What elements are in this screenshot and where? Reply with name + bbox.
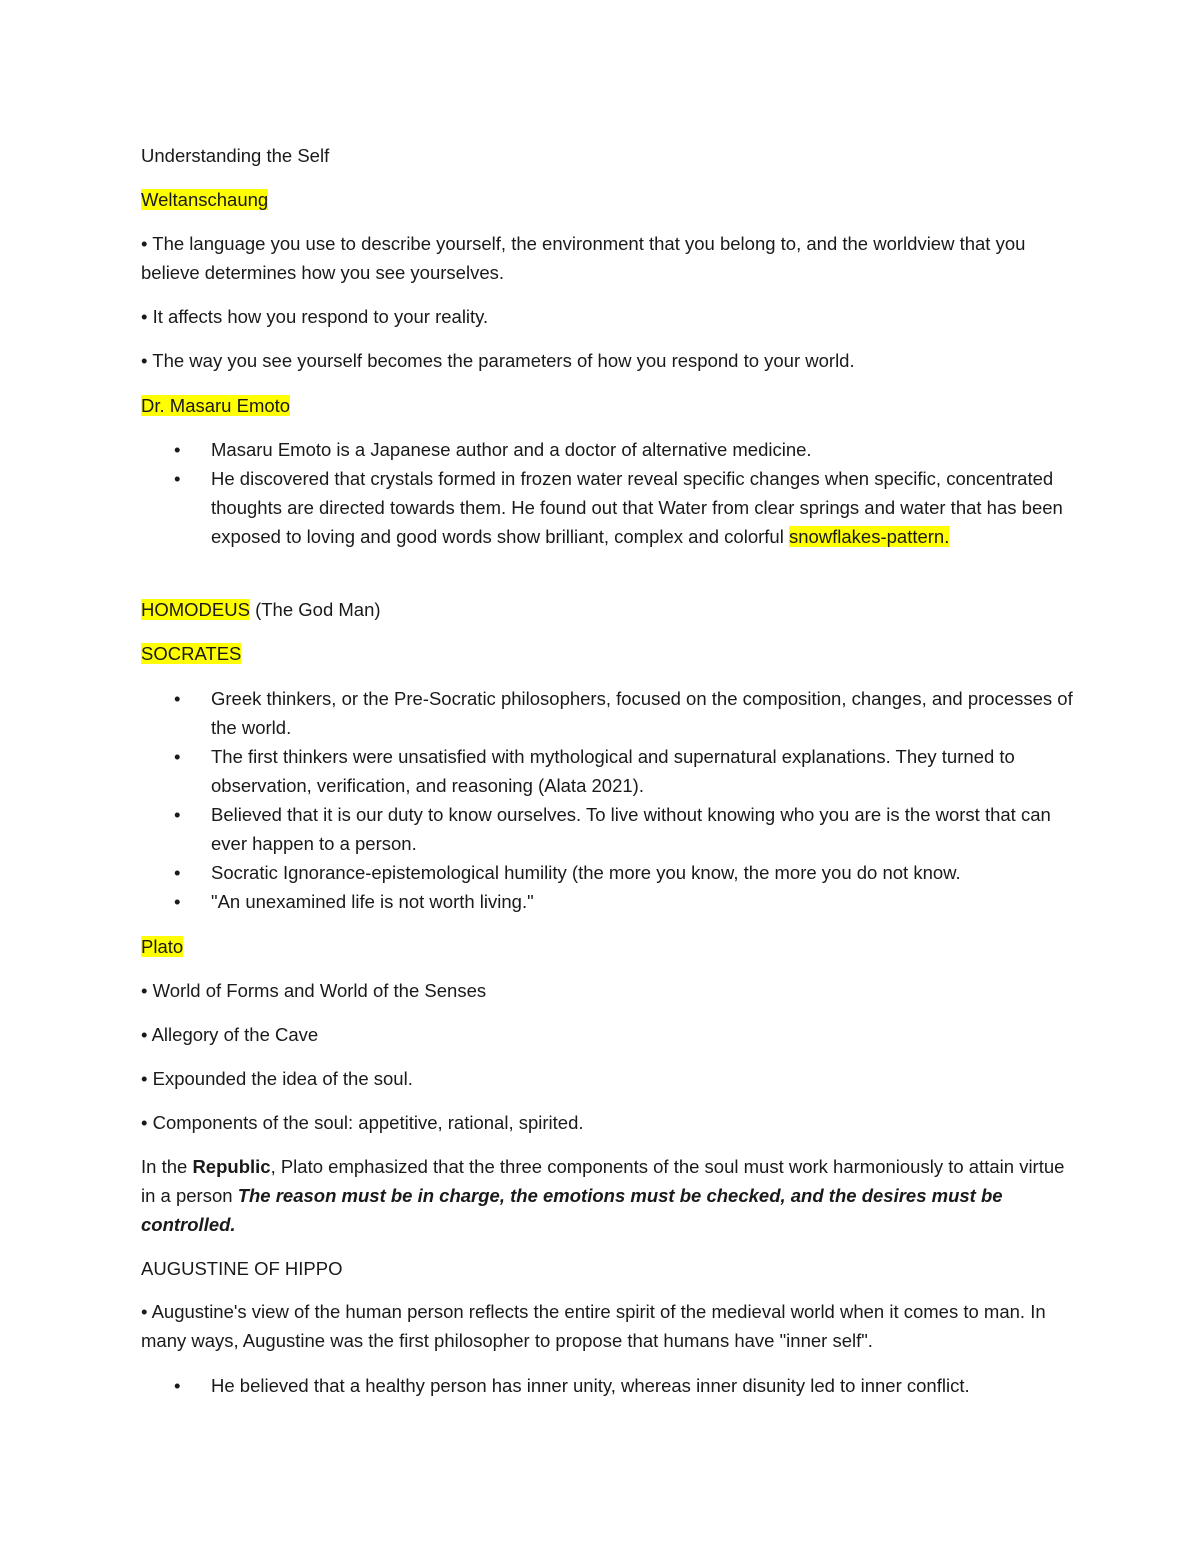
paragraph: • The way you see yourself becomes the parameters of how you respond to your world. [141, 350, 855, 371]
heading-homodeus: HOMODEUS (The God Man) [141, 599, 381, 620]
bullet-list [141, 1371, 1081, 1400]
list-item: • Greek thinkers, or the Pre-Socratic philosophers, focused on the composition, changes, and processes of the world. [141, 684, 1081, 742]
bullet-icon: • [174, 1375, 181, 1396]
bullet-icon: • [174, 468, 181, 489]
bullet-icon: • [174, 746, 181, 767]
heading-augustine: AUGUSTINE OF HIPPO [141, 1258, 343, 1279]
heading-plato: Plato [141, 936, 184, 957]
list-item: • The first thinkers were unsatisfied with mythological and supernatural explanations. They turned to observation, verification, and reasoning (Alata 2021). [141, 742, 1081, 800]
paragraph: • The language you use to describe yourself, the environment that you belong to, and the worldview that you believe determines how you see yourselves. [141, 233, 1026, 283]
list-item: • Socratic Ignorance-epistemological humility (the more you know, the more you do not know. [141, 858, 1081, 887]
paragraph: • Components of the soul: appetitive, rational, spirited. [141, 1112, 584, 1133]
paragraph-republic: In the Republic, Plato emphasized that the three components of the soul must work harmoniously to attain virtue in a person The reason must be in charge, the emotions must be checked, and the desires must be controlled. [141, 1156, 1065, 1235]
list-item: • Believed that it is our duty to know ourselves. To live without knowing who you are is the worst that can ever happen to a person. [141, 800, 1081, 858]
heading-socrates: SOCRATES [141, 643, 242, 664]
paragraph: • Allegory of the Cave [141, 1024, 319, 1045]
bullet-icon: • [174, 862, 181, 883]
paragraph: • Augustine's view of the human person reflects the entire spirit of the medieval world when it comes to man. In many ways, Augustine was the first philosopher to propose that humans have "inner self". [141, 1301, 1046, 1351]
list-item: • "An unexamined life is not worth living." [141, 887, 1081, 916]
list-item: • He discovered that crystals formed in frozen water reveal specific changes when specific, concentrated thoughts are directed towards them. He found out that Water from clear springs and water that has been exposed to loving and good words show brilliant, complex and colorful snowflakes-pattern. [141, 464, 1081, 551]
bullet-icon: • [174, 804, 181, 825]
list-item: • Masaru Emoto is a Japanese author and a doctor of alternative medicine. [141, 435, 1081, 464]
bullet-icon: • [174, 688, 181, 709]
bullet-list [141, 684, 1081, 916]
heading-weltanschaung: Weltanschaung [141, 189, 269, 210]
bullet-list [141, 435, 1081, 551]
paragraph: • It affects how you respond to your reality. [141, 306, 489, 327]
bullet-icon: • [174, 891, 181, 912]
bullet-icon: • [174, 439, 181, 460]
heading-masaru-emoto: Dr. Masaru Emoto [141, 395, 291, 416]
paragraph: • World of Forms and World of the Senses [141, 980, 487, 1001]
document-title: Understanding the Self [141, 145, 330, 166]
list-item: • He believed that a healthy person has inner unity, whereas inner disunity led to inner conflict. [141, 1371, 1081, 1400]
paragraph: • Expounded the idea of the soul. [141, 1068, 413, 1089]
